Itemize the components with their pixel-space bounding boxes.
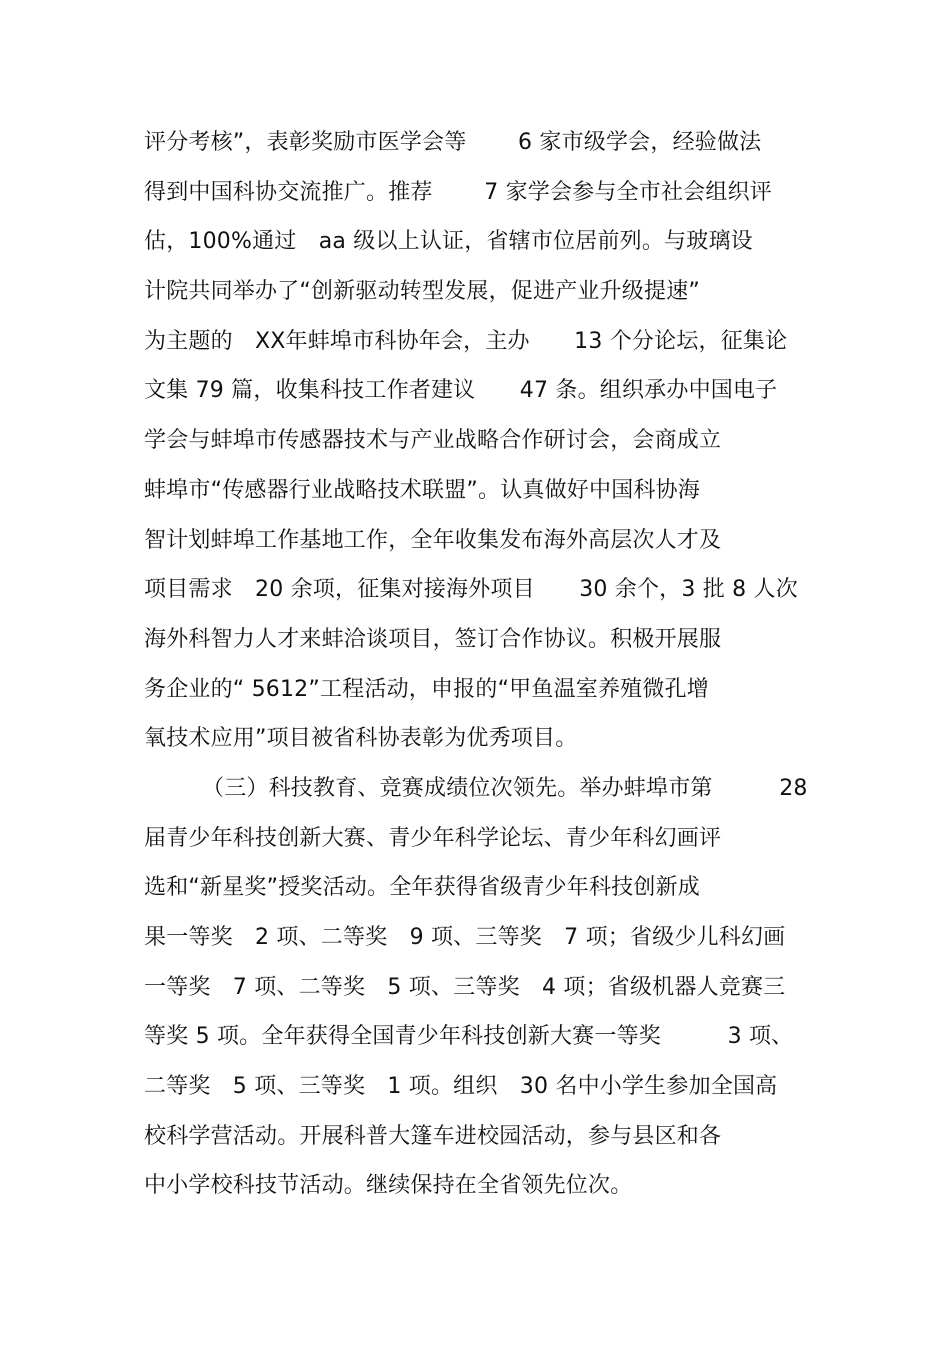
text-line: 二等奖 5 项、三等奖 1 项。组织 30 名中小学生参加全国高	[144, 1074, 778, 1100]
text-line: 中小学校科技节活动。继续保持在全省领先位次。	[144, 1173, 633, 1199]
text-line: 为主题的 XX年蚌埠市科协年会，主办 13 个分论坛，征集论	[144, 328, 788, 354]
text-line: 选和“新星奖”授奖活动。全年获得省级青少年科技创新成	[144, 875, 700, 901]
text-line: 得到中国科协交流推广。推荐 7 家学会参与全市社会组织评	[144, 179, 772, 205]
text-line: 估，100%通过 aa 级以上认证，省辖市位居前列。与玻璃设	[144, 229, 753, 255]
text-line: 果一等奖 2 项、二等奖 9 项、三等奖 7 项；省级少儿科幻画	[144, 925, 786, 950]
text-line: 等奖 5 项。全年获得全国青少年科技创新大赛一等奖 3 项、	[144, 1024, 794, 1050]
text-line: 氧技术应用”项目被省科协表彰为优秀项目。	[144, 726, 578, 752]
text-line: 评分考核”，表彰奖励市医学会等 6 家市级学会，经验做法	[144, 130, 762, 155]
text-line: 文集 79 篇，收集科技工作者建议 47 条。组织承办中国电子	[144, 378, 778, 404]
text-line: 一等奖 7 项、二等奖 5 项、三等奖 4 项；省级机器人竞赛三	[144, 974, 786, 1000]
text-line: 海外科智力人才来蚌洽谈项目，签订合作协议。积极开展服	[144, 626, 722, 652]
text-line: 务企业的“ 5612”工程活动，申报的“甲鱼温室养殖微孔增	[144, 676, 709, 702]
text-line: 学会与蚌埠市传感器技术与产业战略合作研讨会，会商成立	[144, 428, 722, 454]
text-line: 计院共同举办了“创新驱动转型发展，促进产业升级提速”	[144, 279, 700, 305]
text-line: 智计划蚌埠工作基地工作，全年收集发布海外高层次人才及	[144, 527, 722, 553]
text-line: 项目需求 20 余项，征集对接海外项目 30 余个，3 批 8 人次	[144, 577, 798, 603]
text-line: 蚌埠市“传感器行业战略技术联盟”。认真做好中国科协海	[144, 477, 700, 503]
body-text	[144, 118, 824, 1211]
text-line: 届青少年科技创新大赛、青少年科学论坛、青少年科幻画评	[144, 825, 722, 851]
section-heading-line: （三）科技教育、竞赛成绩位次领先。举办蚌埠市第 28	[202, 775, 808, 801]
text-line: 校科学营活动。开展科普大篷车进校园活动，参与县区和各	[144, 1123, 722, 1149]
